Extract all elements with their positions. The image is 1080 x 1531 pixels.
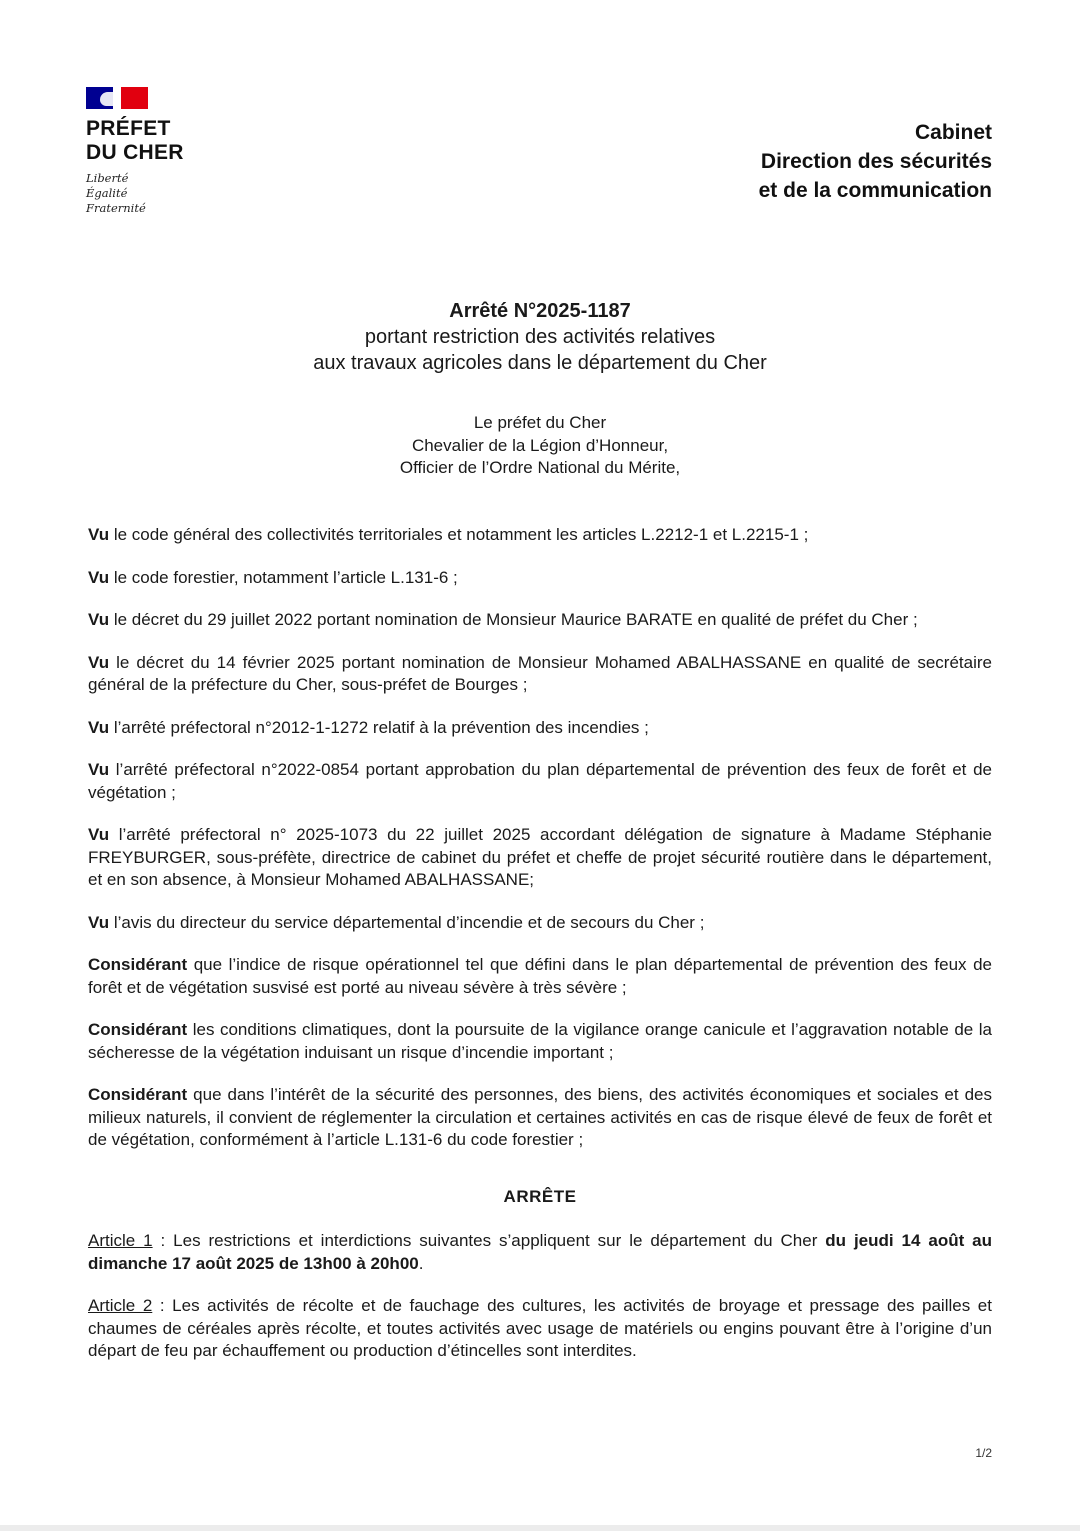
considerant-text: que l’indice de risque opérationnel tel que défini dans le plan départemental de prévention des feux de forêt et de végétation susvisé est porté au niveau sévère à très sévère ; bbox=[88, 955, 992, 997]
considerant-paragraph bbox=[88, 1084, 992, 1152]
visa-text: le code général des collectivités territoriales et notamment les articles L.2212-1 et L.2215-1 ; bbox=[109, 525, 809, 544]
visa-text: le décret du 14 février 2025 portant nomination de Monsieur Mohamed ABALHASSANE en qualité de secrétaire général de la préfecture du Cher, sous-préfet de Bourges ; bbox=[88, 652, 992, 694]
service-header bbox=[759, 118, 992, 205]
considerant-lead: Considérant bbox=[88, 955, 188, 974]
visa-text: l’arrêté préfectoral n°2022-0854 portant approbation du plan départemental de prévention des feux de forêt et de végétation ; bbox=[88, 760, 992, 802]
article-1-text: : Les restrictions et interdictions suivantes s’appliquent sur le département du Cher bbox=[152, 1231, 826, 1250]
logo-line-1: PRÉFET bbox=[86, 117, 171, 140]
visa-paragraph bbox=[88, 912, 992, 935]
visa-lead: Vu bbox=[88, 525, 110, 544]
visa-paragraph bbox=[88, 609, 992, 632]
prefect-line-3: Officier de l’Ordre National du Mérite, bbox=[399, 458, 681, 477]
visa-lead: Vu bbox=[88, 760, 110, 779]
considerant-text: que dans l’intérêt de la sécurité des personnes, des biens, des activités économiques et sociales et des milieux naturels, il convient de réglementer la circulation et certaines activités en cas de risque élevé de feux de forêt et de végétation, conformément à l’article L.131-6 du code forestier ; bbox=[88, 1085, 992, 1149]
visa-lead: Vu bbox=[88, 652, 110, 672]
prefect-line-2: Chevalier de la Légion d’Honneur, bbox=[411, 435, 669, 455]
visa-lead: Vu bbox=[88, 717, 110, 737]
marianne-flag-icon bbox=[86, 87, 148, 109]
visa-paragraph bbox=[88, 717, 992, 740]
visa-lead: Vu bbox=[88, 567, 110, 587]
prefect-titles bbox=[0, 412, 1080, 480]
page-number: 1/2 bbox=[975, 1446, 992, 1460]
visa-text: l’arrêté préfectoral n° 2025-1073 du 22 juillet 2025 accordant délégation de signature à Madame Stéphanie FREYBURGER, sous-préfète, directrice de cabinet du préfet et cheffe de projet sécurité routière dans le département, et en son absence, à Monsieur Mohamed ABALHASSANE; bbox=[88, 825, 992, 889]
article-1-label: Article 1 bbox=[88, 1231, 153, 1250]
visa-lead: Vu bbox=[88, 912, 110, 932]
arrete-heading: ARRÊTE bbox=[503, 1186, 577, 1206]
service-line-2: Direction des sécurités bbox=[760, 150, 992, 173]
article-1-dates: du jeudi 14 août au dimanche 17 août 2025 de 13h00 à 20h00 bbox=[88, 1231, 992, 1273]
logo-title bbox=[86, 117, 236, 165]
prefecture-logo bbox=[86, 87, 236, 216]
page-bottom-edge bbox=[0, 1525, 1080, 1531]
visa-text: l’avis du directeur du service départemental d’incendie et de secours du Cher ; bbox=[109, 912, 705, 932]
article-1-end: . bbox=[418, 1253, 424, 1273]
article-2 bbox=[88, 1295, 992, 1363]
visa-lead: Vu bbox=[88, 610, 110, 629]
decree-subtitle-1: portant restriction des activités relatives bbox=[364, 326, 716, 348]
considerant-lead: Considérant bbox=[88, 1085, 188, 1104]
motto-fraternite: Fraternité bbox=[86, 201, 146, 215]
visa-paragraph bbox=[88, 524, 992, 547]
considerant-paragraph bbox=[88, 954, 992, 999]
considerant-paragraph bbox=[88, 1019, 992, 1064]
logo-motto bbox=[86, 171, 236, 216]
visa-text: le code forestier, notamment l’article L.131-6 ; bbox=[109, 567, 458, 587]
logo-line-2: DU CHER bbox=[86, 141, 184, 164]
article-2-text: : Les activités de récolte et de fauchage des cultures, les activités de broyage et pressage des pailles et chaumes de céréales après récolte, et toutes activités avec usage de matériels ou engins pouvant être à l’origine d’un départ de feu par échauffement ou production d’étincelles sont interdites. bbox=[88, 1296, 992, 1360]
visa-paragraph bbox=[88, 759, 992, 804]
article-1 bbox=[88, 1230, 992, 1275]
visa-text: le décret du 29 juillet 2022 portant nomination de Monsieur Maurice BARATE en qualité de préfet du Cher ; bbox=[109, 610, 918, 629]
visa-paragraph bbox=[88, 824, 992, 892]
decree-body bbox=[88, 524, 992, 1383]
decree-title bbox=[0, 298, 1080, 376]
service-line-1: Cabinet bbox=[914, 121, 992, 144]
decree-subtitle-2: aux travaux agricoles dans le département du Cher bbox=[313, 352, 767, 374]
decree-number: Arrêté N°2025-1187 bbox=[449, 300, 631, 322]
considerant-lead: Considérant bbox=[88, 1020, 188, 1039]
visa-paragraph bbox=[88, 567, 992, 590]
visa-paragraph bbox=[88, 652, 992, 697]
motto-liberte: Liberté bbox=[86, 171, 129, 185]
article-2-label: Article 2 bbox=[88, 1296, 153, 1315]
motto-egalite: Égalité bbox=[86, 186, 128, 200]
visa-text: l’arrêté préfectoral n°2012-1-1272 relatif à la prévention des incendies ; bbox=[109, 717, 649, 737]
service-line-3: et de la communication bbox=[758, 179, 992, 202]
prefect-line-1: Le préfet du Cher bbox=[473, 413, 607, 432]
considerant-text: les conditions climatiques, dont la poursuite de la vigilance orange canicule et l’aggravation notable de la sécheresse de la végétation induisant un risque d’incendie important ; bbox=[88, 1020, 992, 1062]
visa-lead: Vu bbox=[88, 825, 110, 844]
